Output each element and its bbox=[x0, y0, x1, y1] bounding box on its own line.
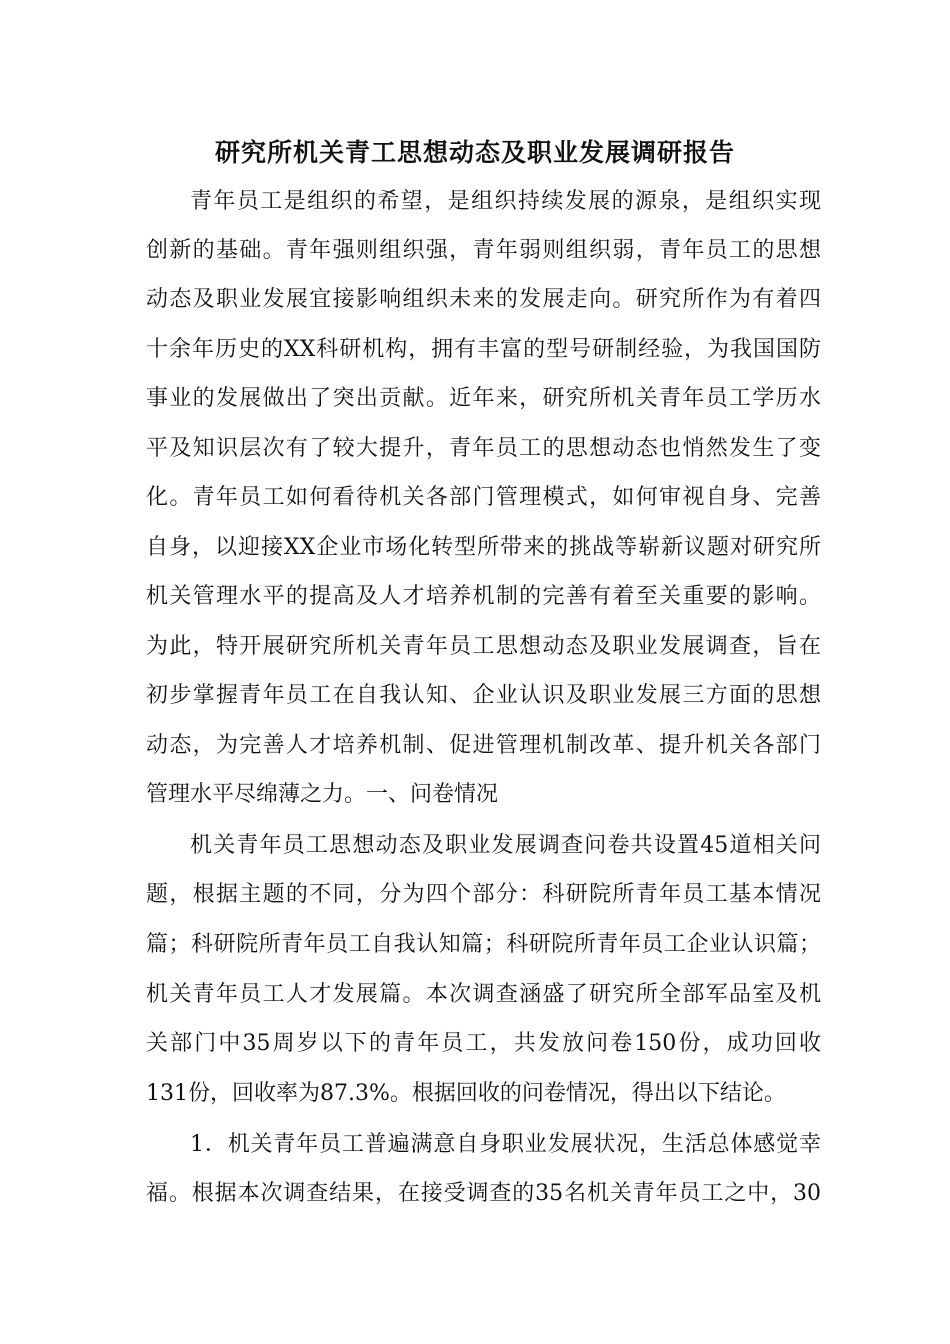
paragraph-1-line-13: 管理水平尽绵薄之力。一、问卷情况 bbox=[146, 782, 499, 807]
paragraph-2-line-4: 机关青年员工人才发展篇。本次调查涵盛了研究所全部军品室及机 bbox=[146, 982, 821, 1007]
paragraph-1-line-1: 青年员工是组织的希望，是组织持续发展的源泉，是组织实现 bbox=[190, 189, 821, 214]
paragraph-1-line-10: 为此，特开展研究所机关青年员工思想动态及职业发展调查，旨在 bbox=[146, 634, 821, 659]
paragraph-1-line-6: 平及知识层次有了较大提升，青年员工的思想动态也悄然发生了变 bbox=[146, 436, 821, 461]
paragraph-2-line-6: 131份，回收率为87.3%。根据回收的问卷情况，得出以下结论。 bbox=[146, 1081, 786, 1106]
paragraph-1-line-12: 动态，为完善人才培养机制、促进管理机制改革、提升机关各部门 bbox=[146, 733, 821, 758]
paragraph-1-line-3: 动态及职业发展宜接影响组织未来的发展走向。研究所作为有着四 bbox=[146, 287, 821, 312]
paragraph-1-line-4: 十余年历史的XX科研机构，拥有丰富的型号研制经验，为我国国防 bbox=[146, 337, 821, 362]
paragraph-1-line-9: 机关管理水平的提高及人才培养机制的完善有着至关重要的影响。 bbox=[146, 584, 821, 609]
paragraph-1-line-2: 创新的基础。青年强则组织强，青年弱则组织弱，青年员工的思想 bbox=[146, 238, 821, 263]
paragraph-1-line-8: 自身，以迎接XX企业市场化转型所带来的挑战等崭新议题对研究所 bbox=[146, 535, 821, 560]
paragraph-1-line-11: 初步掌握青年员工在自我认知、企业认识及职业发展三方面的思想 bbox=[146, 683, 821, 708]
document-title: 研究所机关青工思想动态及职业发展调研报告 bbox=[214, 138, 735, 167]
paragraph-1-line-5: 事业的发展做出了突出贡献。近年来，研究所机关青年员工学历水 bbox=[146, 386, 821, 411]
paragraph-2-line-1: 机关青年员工思想动态及职业发展调查问卷共设置45道相关问 bbox=[190, 833, 821, 858]
paragraph-2-line-5: 关部门中35周岁以下的青年员工，共发放问卷150份，成功回收 bbox=[146, 1031, 821, 1056]
paragraph-3-line-2: 福。根据本次调查结果，在接受调查的35名机关青年员工之中，30 bbox=[146, 1181, 821, 1206]
paragraph-2-line-3: 篇；科研院所青年员工自我认知篇；科研院所青年员工企业认识篇； bbox=[146, 932, 821, 957]
paragraph-3-line-1: 1．机关青年员工普遍满意自身职业发展状况，生活总体感觉幸 bbox=[190, 1132, 821, 1157]
paragraph-2-line-2: 题，根据主题的不同，分为四个部分：科研院所青年员工基本情况 bbox=[146, 882, 821, 907]
paragraph-1-line-7: 化。青年员工如何看待机关各部门管理模式，如何审视自身、完善 bbox=[146, 485, 821, 510]
